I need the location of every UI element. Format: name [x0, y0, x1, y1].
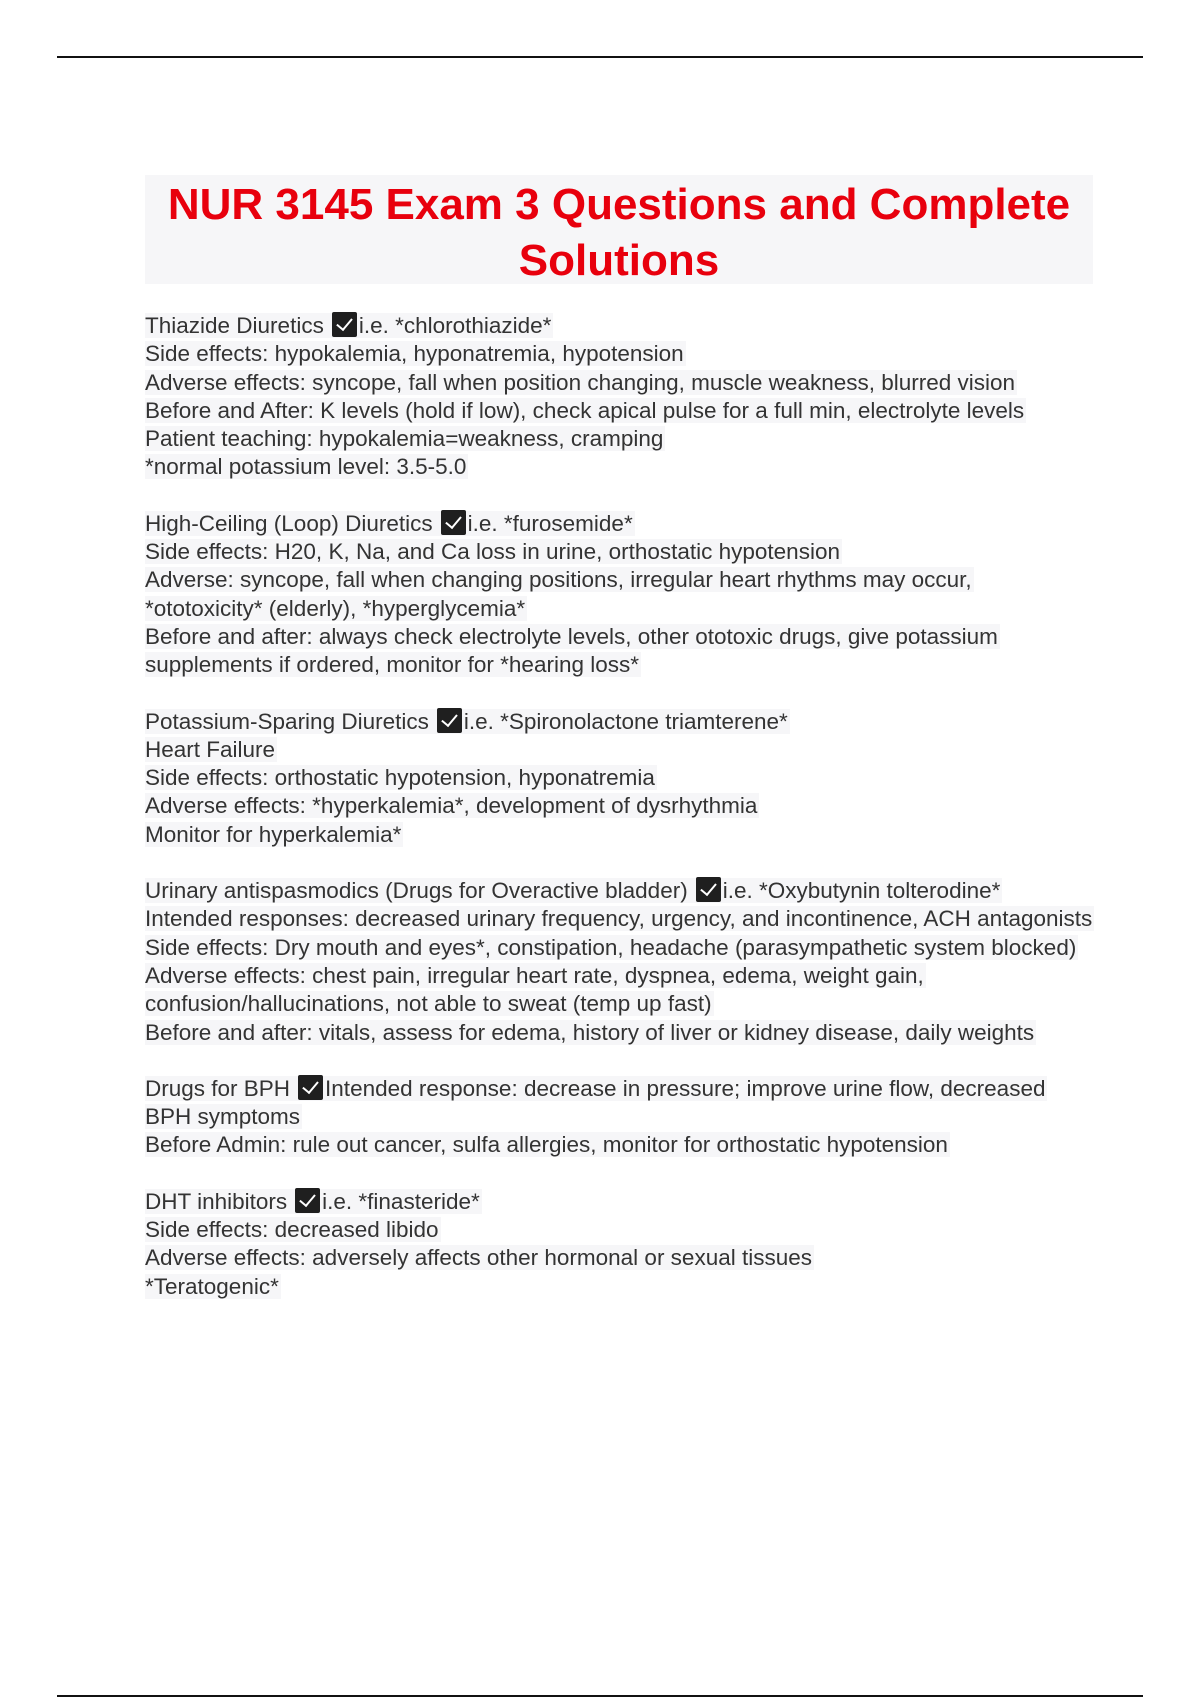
- entry-detail-line: [145, 1244, 1095, 1272]
- check-mark-icon: [437, 708, 462, 733]
- entry-detail-text: Intended responses: decreased urinary frequency, urgency, and incontinence, ACH antagonists: [145, 906, 1093, 932]
- entry-heading-highlight: [145, 709, 790, 734]
- entry-detail-text: Side effects: Dry mouth and eyes*, constipation, headache (parasympathetic system blocked): [145, 934, 1077, 960]
- entry-detail-line: [145, 934, 1095, 962]
- entry-detail-line: [145, 962, 1095, 1019]
- entry-detail-text: Monitor for hyperkalemia*: [145, 821, 402, 847]
- entry-answer: i.e. *furosemide*: [467, 510, 633, 536]
- qa-entry: [145, 1188, 1095, 1301]
- entry-detail-text: Side effects: decreased libido: [145, 1217, 439, 1243]
- entry-detail-text: *Teratogenic*: [145, 1273, 279, 1299]
- qa-entry: [145, 1075, 1095, 1160]
- entry-detail-text: Adverse effects: adversely affects other hormonal or sexual tissues: [145, 1245, 813, 1271]
- entry-detail-text: Adverse: syncope, fall when changing positions, irregular heart rhythms may occur, *ototoxicity* (elderly), *hyperglycemia*: [145, 567, 972, 621]
- entry-detail-line: [145, 821, 1095, 849]
- entry-answer: i.e. *finasteride*: [322, 1188, 480, 1214]
- entry-detail-line: [145, 1216, 1095, 1244]
- entry-heading: [145, 1075, 1095, 1132]
- bottom-rule: [57, 1695, 1143, 1697]
- entry-heading: [145, 312, 1095, 340]
- entry-detail-line: [145, 764, 1095, 792]
- qa-entry: [145, 510, 1095, 680]
- entry-detail-line: [145, 736, 1095, 764]
- entry-term: DHT inhibitors: [145, 1188, 288, 1214]
- entry-detail-line: [145, 566, 1095, 623]
- qa-entry: [145, 877, 1095, 1047]
- check-mark-icon: [696, 877, 721, 902]
- entry-term: Potassium-Sparing Diuretics: [145, 708, 429, 734]
- check-mark-icon: [441, 510, 466, 535]
- entry-detail-line: [145, 397, 1095, 425]
- entry-answer: i.e. *Oxybutynin tolterodine*: [722, 878, 1001, 904]
- entry-detail-text: Before and after: always check electrolyte levels, other ototoxic drugs, give potassium supplements if ordered, monitor for *hearing loss*: [145, 623, 998, 678]
- entry-term: Urinary antispasmodics (Drugs for Overactive bladder): [145, 878, 688, 904]
- qa-entry: [145, 708, 1095, 849]
- entry-detail-line: [145, 905, 1095, 933]
- entry-answer: i.e. *chlorothiazide*: [358, 313, 552, 338]
- entry-detail-line: [145, 1273, 1095, 1301]
- qa-entry: [145, 312, 1095, 482]
- entry-detail-text: Patient teaching: hypokalemia=weakness, cramping: [145, 426, 664, 452]
- entry-heading-highlight: [145, 511, 635, 536]
- entry-detail-text: Before and after: vitals, assess for edema, history of liver or kidney disease, daily weights: [145, 1019, 1035, 1045]
- entry-heading: [145, 877, 1095, 905]
- entry-heading-highlight: [145, 313, 553, 338]
- entry-detail-line: [145, 1019, 1095, 1047]
- entry-detail-line: [145, 340, 1095, 368]
- entry-detail-text: Adverse effects: chest pain, irregular heart rate, dyspnea, edema, weight gain, confusion/hallucinations, not able to sweat (temp up fast): [145, 962, 924, 1017]
- entry-detail-line: [145, 425, 1095, 453]
- entry-detail-line: [145, 1131, 1095, 1159]
- entry-heading-highlight: [145, 878, 1002, 903]
- entry-heading-highlight: [145, 1076, 1047, 1129]
- document-title: NUR 3145 Exam 3 Questions and Complete Solutions: [167, 180, 1071, 285]
- entry-detail-line: [145, 623, 1095, 680]
- check-mark-icon: [298, 1075, 323, 1100]
- entry-detail-line: [145, 369, 1095, 397]
- entry-heading: [145, 510, 1095, 538]
- entry-detail-line: [145, 453, 1095, 481]
- title-banner: [145, 175, 1093, 284]
- entry-detail-text: Side effects: H20, K, Na, and Ca loss in urine, orthostatic hypotension: [145, 539, 840, 565]
- entry-detail-line: [145, 538, 1095, 566]
- entry-answer: Intended response: decrease in pressure; improve urine flow, decreased BPH symptoms: [145, 1075, 1046, 1130]
- entry-detail-text: *normal potassium level: 3.5-5.0: [145, 454, 467, 480]
- entry-detail-text: Side effects: orthostatic hypotension, hyponatremia: [145, 765, 655, 791]
- entry-term: Thiazide Diuretics: [145, 313, 324, 338]
- entry-detail-line: [145, 792, 1095, 820]
- qa-list: [145, 312, 1095, 1329]
- entry-heading: [145, 1188, 1095, 1216]
- entry-detail-text: Adverse effects: *hyperkalemia*, development of dysrhythmia: [145, 793, 758, 819]
- entry-detail-text: Heart Failure: [145, 736, 276, 762]
- entry-detail-text: Side effects: hypokalemia, hyponatremia, hypotension: [145, 341, 684, 367]
- entry-detail-text: Before and After: K levels (hold if low), check apical pulse for a full min, electrolyte levels: [145, 397, 1025, 423]
- check-mark-icon: [295, 1188, 320, 1213]
- entry-term: High-Ceiling (Loop) Diuretics: [145, 510, 433, 536]
- entry-detail-text: Adverse effects: syncope, fall when position changing, muscle weakness, blurred vision: [145, 369, 1016, 395]
- entry-answer: i.e. *Spironolactone triamterene*: [463, 708, 788, 734]
- entry-heading-highlight: [145, 1189, 482, 1214]
- top-rule: [57, 56, 1143, 58]
- entry-detail-text: Before Admin: rule out cancer, sulfa allergies, monitor for orthostatic hypotension: [145, 1132, 948, 1158]
- entry-heading: [145, 708, 1095, 736]
- check-mark-icon: [332, 312, 357, 337]
- entry-term: Drugs for BPH: [145, 1075, 291, 1101]
